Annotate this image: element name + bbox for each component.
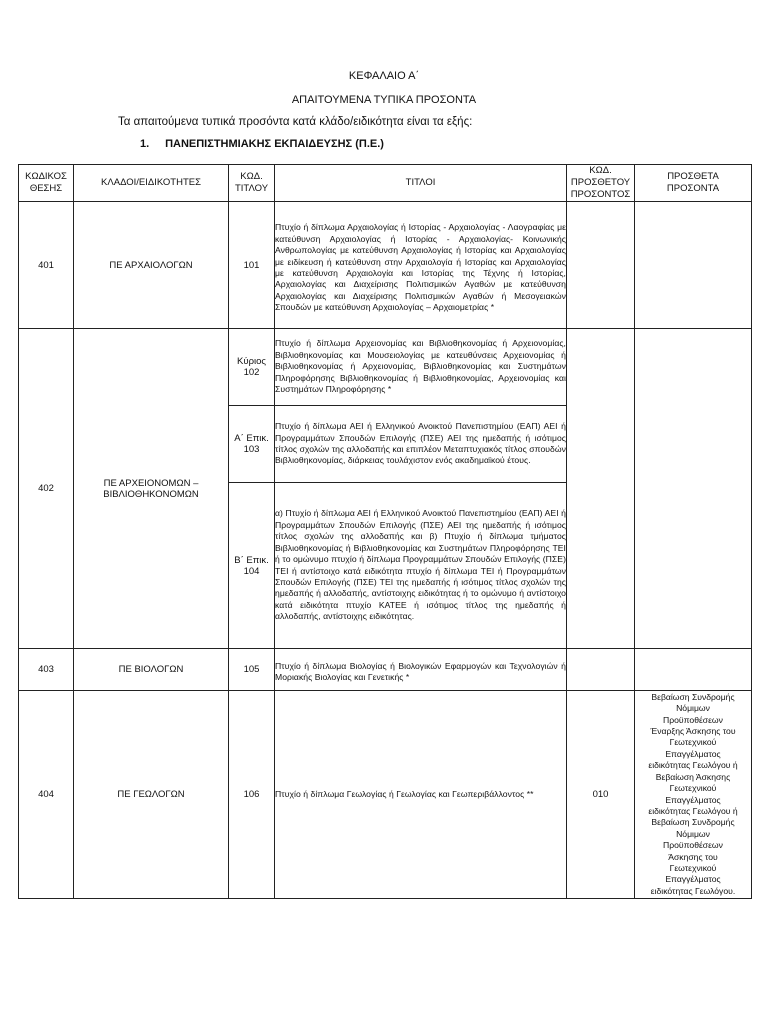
extra-cell [635,329,752,649]
specialty: ΠΕ ΓΕΩΛΟΓΩΝ [74,691,229,899]
extra-code: 010 [567,691,635,899]
table-row-403 [19,649,752,691]
title-code: 105 [229,649,275,691]
specialty: ΠΕ ΑΡΧΑΙΟΛΟΓΩΝ [74,202,229,329]
header-extra-code: ΚΩΔ. ΠΡΟΣΘΕΤΟΥ ΠΡΟΣΟΝΤΟΣ [567,165,635,202]
header-titles: ΤΙΤΛΟΙ [275,165,567,202]
title-text: Πτυχίο ή δίπλωμα Γεωλογίας ή Γεωλογίας και Γεωπεριβάλλοντος ** [275,691,567,899]
header-position-code: ΚΩΔΙΚΟΣ ΘΕΣΗΣ [19,165,74,202]
title-text: α) Πτυχίο ή δίπλωμα ΑΕΙ ή Ελληνικού Ανοικτού Πανεπιστημίου (ΕΑΠ) ΑΕΙ ή Προγραμμάτων Σπουδών Επιλογής (ΠΣΕ) ΑΕΙ της ημεδαπής ή ισότιμος τίτλος σχολών της αλλοδαπής και β) Πτυχίο ή δίπλωμα τμήματος Βιβλιοθηκονομίας ή Βιβλιοθηκονομίας και Συστημάτων Πληροφόρησης ΤΕΙ ή το ομώνυμο πτυχίο ή δίπλωμα Προγραμμάτων Σπουδών Επιλογής (ΠΣΕ) ΤΕΙ ή αντίστοιχο κατά ειδικότητα πτυχίο ή δίπλωμα ΤΕΙ ή Προγραμμάτων Σπουδών Επιλογής (ΠΣΕ) ΤΕΙ της ημεδαπής ή ισότιμος τίτλος σχολών της ημεδαπής ή αλλοδαπής, αντίστοιχης ειδικότητας ή το ομώνυμο ή αντίστοιχο κατά ειδικότητα πτυχίο ΚΑΤΕΕ ή ισότιμος τίτλος της ημεδαπής ή αλλοδαπής, αντίστοιχης ειδικότητας. [275,483,567,649]
position-code: 402 [19,329,74,649]
title-text: Πτυχίο ή δίπλωμα Βιολογίας ή Βιολογικών Εφαρμογών και Τεχνολογιών ή Μοριακής Βιολογίας και Γενετικής * [275,649,567,691]
specialty: ΠΕ ΑΡΧΕΙΟΝΟΜΩΝ – ΒΙΒΛΙΟΘΗΚΟΝΟΜΩΝ [74,329,229,649]
qualifications-table [18,164,752,899]
title-code: 106 [229,691,275,899]
table-row-402 [19,329,752,406]
section-number: 1. [140,138,150,150]
header-extra-qualifications: ΠΡΟΣΘΕΤΑ ΠΡΟΣΟΝΤΑ [635,165,752,202]
extra-cell [635,202,752,329]
table-row-404 [19,691,752,899]
extra-code-cell [567,649,635,691]
header-specialty: ΚΛΑΔΟΙ/ΕΙΔΙΚΟΤΗΤΕΣ [74,165,229,202]
extra-code-cell [567,329,635,649]
title-text: Πτυχίο ή δίπλωμα Αρχαιολογίας ή Ιστορίας - Αρχαιολογίας - Λαογραφίας με κατεύθυνση Αρχαιολογίας ή Ιστορίας - Αρχαιολογίας- Κοινωνικής Ανθρωπολογίας με κατεύθυνση Αρχαιολογίας ή Ιστορίας και Αρχαιολογίας με ειδίκευση ή κατεύθυνση στην Αρχαιολογία ή Ιστορίας και Αρχαιολογίας με κατεύθυνση Αρχαιολογία και Ιστορίας της Τέχνης ή Ιστορίας, Αρχαιολογίας και Διαχείρισης Πολιτισμικών Αγαθών με κατεύθυνση Αρχαιολογίας και Διαχείρισης Πολιτισμικών Αγαθών ή Μεσογειακών Σπουδών με κατεύθυνση Αρχαιολογίας – Αρχαιομετρίας * [275,202,567,329]
document-heading: ΑΠΑΙΤΟΥΜΕΝΑ ΤΥΠΙΚΑ ΠΡΟΣΟΝΤΑ [291,94,477,106]
chapter-title: ΚΕΦΑΛΑΙΟ Α΄ [348,70,420,82]
section-title: ΠΑΝΕΠΙΣΤΗΜΙΑΚΗΣ ΕΚΠΑΙΔΕΥΣΗΣ (Π.Ε.) [165,138,384,150]
title-text: Πτυχίο ή δίπλωμα Αρχειονομίας και Βιβλιοθηκονομίας ή Αρχειονομίας, Βιβλιοθηκονομίας και Μουσειολογίας με κατευθύνσεις Αρχειονομίας ή Βιβλιοθηκονομίας ή Αρχειονομίας, Βιβλιοθηκονομίας και Συστημάτων Πληροφόρησης Βιβλιοθηκονομίας ή Βιβλιοθηκονομίας, Αρχειονομίας και Συστημάτων Πληροφόρησης * [275,329,567,406]
specialty: ΠΕ ΒΙΟΛΟΓΩΝ [74,649,229,691]
position-code: 404 [19,691,74,899]
table-row-401 [19,202,752,329]
title-code: Κύριος 102 [229,329,275,406]
section-heading [140,138,384,150]
position-code: 403 [19,649,74,691]
header-title-code: ΚΩΔ. ΤΙΤΛΟΥ [229,165,275,202]
title-code: Β΄ Επικ. 104 [229,483,275,649]
title-code: Α΄ Επικ. 103 [229,406,275,483]
title-code: 101 [229,202,275,329]
extra-cell [635,649,752,691]
position-code: 401 [19,202,74,329]
title-text: Πτυχίο ή δίπλωμα ΑΕΙ ή Ελληνικού Ανοικτού Πανεπιστημίου (ΕΑΠ) ΑΕΙ ή Προγραμμάτων Σπουδών Επιλογής (ΠΣΕ) ΑΕΙ της ημεδαπής ή ισότιμος τίτλος σχολών της αλλοδαπής και επιπλέον Μεταπτυχιακός τίτλος σπουδών Βιβλιοθηκονομίας, διάρκειας τουλάχιστον ενός ακαδημαϊκού έτους. [275,406,567,483]
table-header-row [19,165,752,202]
intro-text: Τα απαιτούμενα τυπικά προσόντα κατά κλάδο/ειδικότητα είναι τα εξής: [118,116,473,128]
extra-code-cell [567,202,635,329]
extra-qualifications: Βεβαίωση Συνδρομής Νόμιμων Προϋποθέσεων Έναρξης Άσκησης του Γεωτεχνικού Επαγγέλματος ειδικότητας Γεωλόγου ή Βεβαίωση Άσκησης Γεωτεχνικού Επαγγέλματος ειδικότητας Γεωλόγου ή Βεβαίωση Συνδρομής Νόμιμων Προϋποθέσεων Άσκησης του Γεωτεχνικού Επαγγέλματος ειδικότητας Γεωλόγου. [635,691,752,899]
